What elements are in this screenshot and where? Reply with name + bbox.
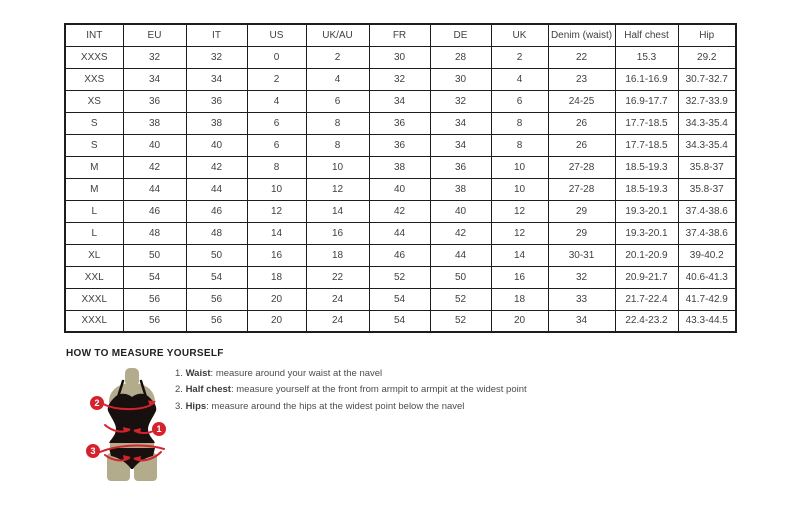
measure-step-hips — [175, 402, 527, 412]
measure-step-waist — [175, 369, 527, 379]
size-cell: 33 — [548, 288, 615, 310]
measure-step-half-chest — [175, 385, 527, 395]
column-header: EU — [123, 24, 186, 46]
size-cell: 8 — [247, 156, 306, 178]
size-cell: XXS — [65, 68, 123, 90]
size-cell: XXXL — [65, 310, 123, 332]
size-cell: 23 — [548, 68, 615, 90]
size-row — [65, 200, 736, 222]
size-cell: 34 — [123, 68, 186, 90]
size-cell: 27-28 — [548, 156, 615, 178]
size-cell: 40.6-41.3 — [678, 266, 736, 288]
size-cell: 22 — [548, 46, 615, 68]
measure-steps — [175, 369, 527, 418]
size-cell: L — [65, 200, 123, 222]
column-header: Denim (waist) — [548, 24, 615, 46]
size-cell: 36 — [123, 90, 186, 112]
size-row — [65, 310, 736, 332]
size-cell: XXL — [65, 266, 123, 288]
size-cell: 38 — [430, 178, 491, 200]
size-cell: 54 — [123, 266, 186, 288]
size-cell: 50 — [186, 244, 247, 266]
size-cell: L — [65, 222, 123, 244]
size-cell: 42 — [186, 156, 247, 178]
size-cell: 34 — [430, 112, 491, 134]
size-cell: 4 — [491, 68, 548, 90]
size-cell: 15.3 — [615, 46, 678, 68]
size-cell: 14 — [491, 244, 548, 266]
size-cell: 56 — [123, 288, 186, 310]
size-cell: 56 — [186, 310, 247, 332]
size-cell: 35.8-37 — [678, 156, 736, 178]
size-cell: 16 — [247, 244, 306, 266]
size-cell: 8 — [491, 134, 548, 156]
size-cell: 10 — [491, 178, 548, 200]
size-cell: M — [65, 178, 123, 200]
size-cell: 35.8-37 — [678, 178, 736, 200]
size-cell: 30 — [430, 68, 491, 90]
size-cell: 34.3-35.4 — [678, 134, 736, 156]
size-cell: 16 — [306, 222, 369, 244]
size-cell: 32.7-33.9 — [678, 90, 736, 112]
size-cell: 32 — [123, 46, 186, 68]
size-cell: 18 — [247, 266, 306, 288]
size-cell: 20 — [491, 310, 548, 332]
size-cell: 54 — [369, 310, 430, 332]
size-chart-header — [65, 24, 736, 46]
size-row — [65, 244, 736, 266]
size-cell: 42 — [430, 222, 491, 244]
size-cell: 32 — [548, 266, 615, 288]
size-cell: S — [65, 134, 123, 156]
size-cell: 2 — [306, 46, 369, 68]
size-cell: 24 — [306, 288, 369, 310]
hips-measure-badge: 3 — [86, 444, 100, 458]
step-number: 1. — [175, 368, 186, 379]
size-cell: 40 — [430, 200, 491, 222]
step-text: : measure around your waist at the navel — [210, 368, 383, 379]
size-cell: 30.7-32.7 — [678, 68, 736, 90]
step-text: : measure yourself at the front from armpit to armpit at the widest point — [230, 384, 527, 396]
size-cell: 50 — [123, 244, 186, 266]
size-cell: 18 — [491, 288, 548, 310]
size-cell: 43.3-44.5 — [678, 310, 736, 332]
size-cell: 22 — [306, 266, 369, 288]
size-cell: 22.4-23.2 — [615, 310, 678, 332]
size-row — [65, 134, 736, 156]
size-cell: 12 — [491, 222, 548, 244]
size-cell: 44 — [123, 178, 186, 200]
size-cell: 37.4-38.6 — [678, 222, 736, 244]
size-cell: 46 — [186, 200, 247, 222]
size-cell: 29 — [548, 222, 615, 244]
step-term: Half chest — [185, 384, 231, 396]
size-row — [65, 112, 736, 134]
step-number: 3. — [175, 400, 186, 412]
size-cell: XXXS — [65, 46, 123, 68]
size-cell: 20 — [247, 288, 306, 310]
size-cell: 34.3-35.4 — [678, 112, 736, 134]
measure-heading: HOW TO MEASURE YOURSELF — [66, 348, 224, 359]
size-cell: 32 — [430, 90, 491, 112]
size-cell: 40 — [123, 134, 186, 156]
size-cell: 34 — [430, 134, 491, 156]
size-cell: 38 — [369, 156, 430, 178]
size-chart-table — [64, 23, 737, 333]
header-row — [65, 24, 736, 46]
size-cell: 24 — [306, 310, 369, 332]
size-cell: 37.4-38.6 — [678, 200, 736, 222]
size-cell: 8 — [491, 112, 548, 134]
size-cell: 18.5-19.3 — [615, 156, 678, 178]
size-cell: 52 — [430, 310, 491, 332]
size-cell: 54 — [369, 288, 430, 310]
size-row — [65, 288, 736, 310]
size-cell: 10 — [491, 156, 548, 178]
size-cell: 16.1-16.9 — [615, 68, 678, 90]
size-cell: 6 — [491, 90, 548, 112]
size-cell: 40 — [369, 178, 430, 200]
size-cell: 29 — [548, 200, 615, 222]
size-row — [65, 90, 736, 112]
size-cell: XL — [65, 244, 123, 266]
column-header: US — [247, 24, 306, 46]
size-cell: 18.5-19.3 — [615, 178, 678, 200]
column-header: UK — [491, 24, 548, 46]
size-cell: 44 — [430, 244, 491, 266]
column-header: INT — [65, 24, 123, 46]
size-cell: 36 — [430, 156, 491, 178]
size-cell: 20 — [247, 310, 306, 332]
size-cell: 18 — [306, 244, 369, 266]
chest-measure-badge: 2 — [90, 396, 104, 410]
size-cell: 39-40.2 — [678, 244, 736, 266]
size-cell: 6 — [306, 90, 369, 112]
size-cell: 34 — [548, 310, 615, 332]
size-cell: 24-25 — [548, 90, 615, 112]
size-cell: 38 — [186, 112, 247, 134]
size-cell: M — [65, 156, 123, 178]
size-cell: 19.3-20.1 — [615, 200, 678, 222]
size-cell: 52 — [369, 266, 430, 288]
size-cell: 40 — [186, 134, 247, 156]
column-header: UK/AU — [306, 24, 369, 46]
size-cell: 2 — [491, 46, 548, 68]
waist-measure-badge: 1 — [152, 422, 166, 436]
size-cell: 56 — [186, 288, 247, 310]
size-cell: 28 — [430, 46, 491, 68]
size-cell: 4 — [306, 68, 369, 90]
size-cell: 6 — [247, 134, 306, 156]
size-cell: 41.7-42.9 — [678, 288, 736, 310]
size-cell: 52 — [430, 288, 491, 310]
size-cell: 38 — [123, 112, 186, 134]
step-number: 2. — [175, 384, 186, 396]
size-cell: 34 — [186, 68, 247, 90]
size-cell: 8 — [306, 112, 369, 134]
size-cell: 14 — [247, 222, 306, 244]
size-cell: 30 — [369, 46, 430, 68]
size-cell: 36 — [369, 134, 430, 156]
size-cell: 8 — [306, 134, 369, 156]
size-cell: 46 — [369, 244, 430, 266]
size-row — [65, 46, 736, 68]
size-cell: 0 — [247, 46, 306, 68]
size-cell: 54 — [186, 266, 247, 288]
size-cell: XS — [65, 90, 123, 112]
column-header: FR — [369, 24, 430, 46]
size-row — [65, 156, 736, 178]
size-cell: 12 — [491, 200, 548, 222]
size-cell: 36 — [369, 112, 430, 134]
size-cell: 48 — [186, 222, 247, 244]
size-cell: 10 — [306, 156, 369, 178]
size-cell: 44 — [369, 222, 430, 244]
column-header: Hip — [678, 24, 736, 46]
size-cell: 12 — [306, 178, 369, 200]
size-cell: 4 — [247, 90, 306, 112]
size-cell: S — [65, 112, 123, 134]
size-cell: 42 — [369, 200, 430, 222]
measurement-figure — [85, 366, 177, 488]
size-cell: 16.9-17.7 — [615, 90, 678, 112]
size-chart-body — [65, 46, 736, 332]
size-row — [65, 68, 736, 90]
step-text: : measure around the hips at the widest point below the navel — [206, 400, 465, 412]
size-row — [65, 178, 736, 200]
size-cell: 30-31 — [548, 244, 615, 266]
size-cell: 20.1-20.9 — [615, 244, 678, 266]
size-cell: 26 — [548, 134, 615, 156]
size-cell: 16 — [491, 266, 548, 288]
size-cell: 12 — [247, 200, 306, 222]
size-cell: 50 — [430, 266, 491, 288]
size-cell: 36 — [186, 90, 247, 112]
column-header: DE — [430, 24, 491, 46]
size-cell: 21.7-22.4 — [615, 288, 678, 310]
size-row — [65, 266, 736, 288]
column-header: IT — [186, 24, 247, 46]
size-cell: 56 — [123, 310, 186, 332]
size-cell: 32 — [186, 46, 247, 68]
size-cell: 17.7-18.5 — [615, 112, 678, 134]
size-cell: 34 — [369, 90, 430, 112]
size-cell: 26 — [548, 112, 615, 134]
size-cell: 27-28 — [548, 178, 615, 200]
size-cell: 10 — [247, 178, 306, 200]
size-row — [65, 222, 736, 244]
size-cell: XXXL — [65, 288, 123, 310]
size-cell: 20.9-21.7 — [615, 266, 678, 288]
size-cell: 42 — [123, 156, 186, 178]
size-cell: 2 — [247, 68, 306, 90]
size-cell: 46 — [123, 200, 186, 222]
size-cell: 17.7-18.5 — [615, 134, 678, 156]
column-header: Half chest — [615, 24, 678, 46]
size-cell: 14 — [306, 200, 369, 222]
size-cell: 44 — [186, 178, 247, 200]
size-cell: 29.2 — [678, 46, 736, 68]
size-cell: 48 — [123, 222, 186, 244]
step-term: Waist — [185, 368, 211, 379]
size-cell: 32 — [369, 68, 430, 90]
size-cell: 19.3-20.1 — [615, 222, 678, 244]
step-term: Hips — [185, 400, 207, 412]
size-cell: 6 — [247, 112, 306, 134]
